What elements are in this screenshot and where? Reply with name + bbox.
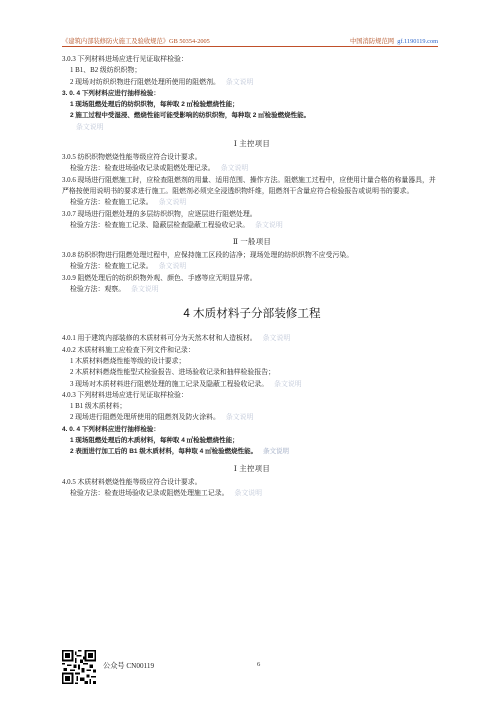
line-text: 1 现场阻燃处理后的纺织织物，每种取 2 ㎡检验燃烧性能；: [70, 101, 239, 109]
line-text: 3.0.6 现场进行阻燃施工时，应检查阻燃剂的用量、适用范围、操作方法。阻燃施工过程中，应使用计量合格的称量器具，并严格按使用说明书的要求进行施工。阻燃剂必须完全浸透织物纤维，阻燃剂干含量应符合检验报告或说明书的要求。: [62, 176, 436, 195]
text-line: [62, 379, 442, 390]
line-text: 检验方法：观察。: [70, 286, 126, 294]
text-line: [62, 152, 442, 163]
text-line: [62, 77, 442, 88]
commentary-link[interactable]: 条文说明: [225, 78, 254, 86]
text-line: [62, 390, 442, 401]
text-line: [62, 356, 442, 367]
page-content: [62, 54, 442, 499]
text-line: [62, 401, 442, 412]
commentary-link[interactable]: 条文说明: [220, 165, 249, 173]
header-site-link[interactable]: gf.1190119.com: [397, 38, 438, 45]
header-site: [350, 36, 438, 45]
line-text: 4.0.2 木质材料施工应检查下列文件和记录：: [62, 346, 195, 354]
qr-code-icon: [62, 650, 96, 684]
text-line: [62, 220, 442, 231]
text-line: [62, 54, 442, 65]
commentary-link[interactable]: 条文说明: [225, 414, 254, 422]
line-text: 2 木质材料燃烧性能型式检验报告、进场验收记录和抽样检验报告；: [70, 369, 275, 377]
line-text: 检验方法：检查进场验收记录或阻燃处理记录。: [70, 165, 215, 173]
line-text: 2 施工过程中受湿浸、燃烧性能可能受影响的纺织织物，每种取 2 ㎡检验燃烧性能。: [70, 112, 311, 120]
line-text: 4.0.3 下列材料进场应进行见证取样检验：: [62, 391, 188, 399]
commentary-link[interactable]: 条文说明: [76, 123, 104, 131]
text-line: [62, 209, 442, 220]
block-3-0-5-to-3-0-7: [62, 152, 442, 231]
commentary-link[interactable]: 条文说明: [158, 199, 187, 207]
commentary-link[interactable]: 条文说明: [234, 489, 263, 497]
block-4-0-1-to-4-0-4: [62, 333, 442, 457]
line-text: 检验方法：检查施工记录。: [70, 263, 153, 271]
text-line: [62, 412, 442, 423]
header-site-name: 中国消防规范网: [349, 38, 395, 45]
text-line: [62, 488, 442, 499]
text-line: [62, 273, 442, 284]
text-line: [62, 284, 442, 295]
section-heading-main-items: Ⅰ 主控项目: [233, 139, 271, 149]
line-text: 3.0.9 阻燃处理后的纺织织物外观、颜色、手感等应无明显异常。: [62, 274, 257, 282]
line-text: 1 B1、B2 级纺织织物；: [70, 67, 142, 75]
text-line: [62, 333, 442, 344]
text-line: [62, 175, 442, 198]
line-text: 1 B1 级木质材料；: [70, 403, 127, 411]
text-line: [62, 197, 442, 208]
text-line: [62, 435, 442, 446]
commentary-link[interactable]: 条文说明: [262, 335, 291, 343]
text-line: [62, 65, 442, 76]
text-line: [62, 345, 442, 356]
line-text: 4.0.1 用于建筑内部装修的木质材料可分为天然木材和人造板材。: [62, 335, 257, 343]
line-text: 1 现场阻燃处理后的木质材料，每种取 4 ㎡检验燃烧性能；: [70, 437, 239, 445]
line-text: 3. 0. 4 下列材料应进行抽样检验：: [62, 89, 160, 97]
line-text: 1 木质材料燃烧性能等级的设计要求；: [70, 357, 186, 365]
commentary-link[interactable]: 条文说明: [131, 286, 159, 294]
block-4-0-5: [62, 477, 442, 500]
line-text: 检验方法：检查施工记录。: [70, 199, 153, 207]
line-text: 4. 0. 4 下列材料应进行抽样检验：: [62, 425, 160, 433]
line-text: 3.0.7 现场进行阻燃处理的多层纺织织物，应逐层进行阻燃处理。: [62, 210, 257, 218]
text-line: [62, 99, 442, 110]
section-heading-general-items: Ⅱ 一般项目: [232, 237, 272, 247]
line-text: 检验方法：检查施工记录、隐蔽层检查隐蔽工程验收记录。: [70, 221, 250, 229]
text-line: [62, 446, 442, 457]
text-line: [62, 88, 442, 99]
text-line: [62, 477, 442, 488]
line-text: 4.0.5 木质材料燃烧性能等级应符合设计要求。: [62, 478, 202, 486]
line-text: 2 表面进行加工后的 B1 级木质材料，每种取 4 ㎡检验燃烧性能。: [70, 448, 258, 456]
page-number: 6: [257, 661, 261, 668]
line-text: 3.0.3 下列材料进场应进行见证取样检验：: [62, 56, 188, 63]
line-text: 3.0.5 纺织织物燃烧性能等级应符合设计要求。: [62, 154, 202, 162]
line-text: 2 现场进行阻燃处理所使用的阻燃剂及防火涂料。: [70, 414, 220, 422]
line-text: 3.0.8 纺织织物进行阻燃处理过程中，应保持施工区段的洁净；现场处理的纺织织物不应受污染。: [62, 252, 354, 260]
block-3-0-3-to-3-0-4: [62, 54, 442, 133]
header-doc-title: 《建筑内部装修防火施工及验收规范》GB 50354-2005: [62, 38, 210, 45]
block-3-0-8-to-3-0-9: [62, 250, 442, 295]
text-line: [62, 250, 442, 261]
commentary-link[interactable]: 条文说明: [263, 448, 290, 456]
text-line: [62, 261, 442, 272]
text-line: [62, 110, 442, 121]
line-text: 检验方法：检查进场验收记录或阻燃处理施工记录。: [70, 489, 229, 497]
line-text: 2 现场对纺织织物进行阻燃处理所使用的阻燃剂。: [70, 78, 220, 86]
section-heading-main-items-2: Ⅰ 主控项目: [233, 463, 271, 473]
chapter-title: 4 木质材料子分部装修工程: [183, 307, 321, 321]
header-divider: [62, 46, 438, 47]
commentary-link[interactable]: 条文说明: [255, 221, 283, 229]
commentary-link[interactable]: 条文说明: [274, 380, 302, 388]
commentary-link[interactable]: 条文说明: [158, 263, 187, 271]
text-line: [62, 163, 442, 174]
wechat-account-label: 公众号 CN00119: [103, 662, 155, 670]
line-text: 3 现场对木质材料进行阻燃处理的施工记录及隐蔽工程验收记录。: [70, 380, 269, 388]
text-line: [62, 122, 442, 133]
text-line: [62, 424, 442, 435]
text-line: [62, 367, 442, 378]
